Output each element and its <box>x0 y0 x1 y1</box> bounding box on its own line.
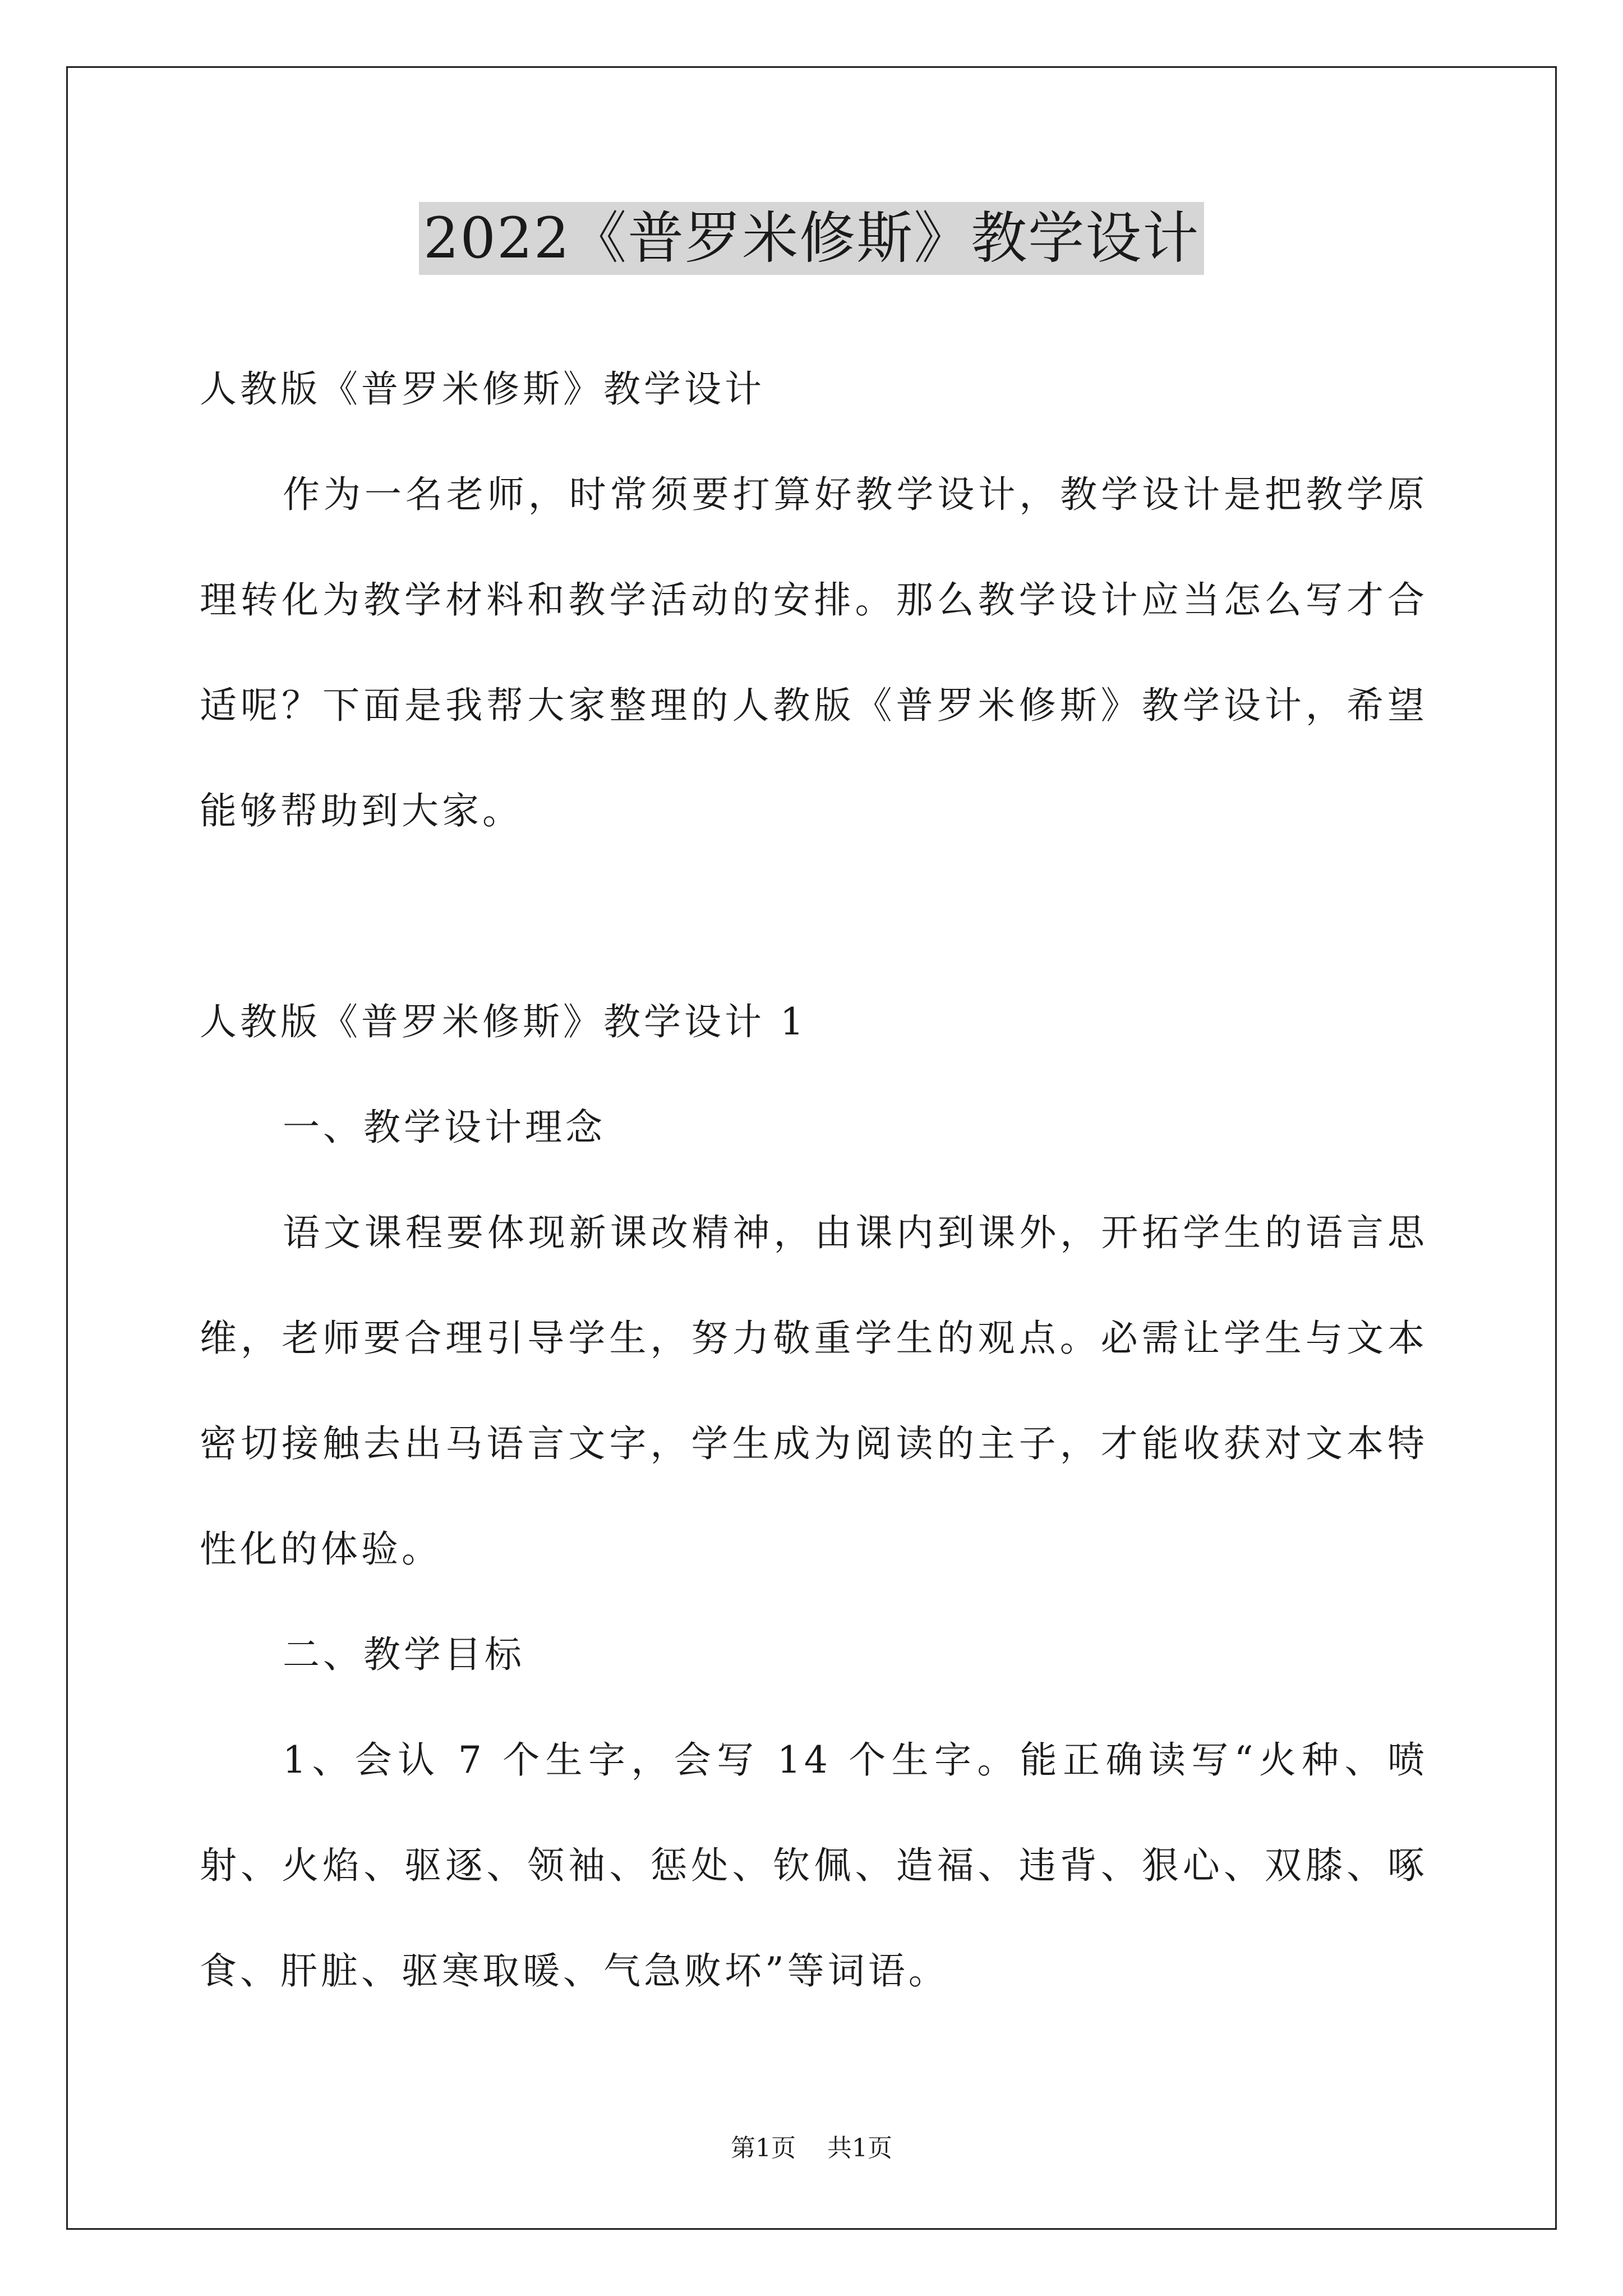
teaching-goal-item: 1、会认 7 个生字，会写 14 个生字。能正确读写“火种、喷射、火焰、驱逐、领袖、惩处、钦佩、造福、违背、狠心、双膝、啄食、肝脏、驱寒取暖、气急败坏”等词语。 <box>200 1738 1428 1993</box>
subtitle-paragraph: 人教版《普罗米修斯》教学设计 <box>200 367 765 411</box>
intro-paragraph: 作为一名老师，时常须要打算好教学设计，教学设计是把教学原理转化为教学材料和教学活动的安排。那么教学设计应当怎么写才合适呢？下面是我帮大家整理的人教版《普罗米修斯》教学设计，希望能够帮助到大家。 <box>200 473 1428 832</box>
page-total: 共1页 <box>827 2134 892 2162</box>
subheading-teaching-goals: 二、教学目标 <box>283 1633 525 1676</box>
document-body <box>200 337 1428 2024</box>
design-concept-paragraph: 语文课程要体现新课改精神，由课内到课外，开拓学生的语言思维，老师要合理引导学生，努力敬重学生的观点。必需让学生与文本密切接触去出马语言文字，学生成为阅读的主子，才能收获对文本特性化的体验。 <box>200 1211 1428 1571</box>
subheading-design-concept: 一、教学设计理念 <box>283 1106 606 1149</box>
title-container <box>0 202 1623 275</box>
page-number: 第1页 <box>731 2134 796 2162</box>
section-heading: 人教版《普罗米修斯》教学设计 1 <box>200 1000 807 1043</box>
page-footer <box>0 2132 1623 2165</box>
paragraph-spacer <box>200 864 1428 969</box>
document-title: 2022《普罗米修斯》教学设计 <box>419 202 1205 275</box>
